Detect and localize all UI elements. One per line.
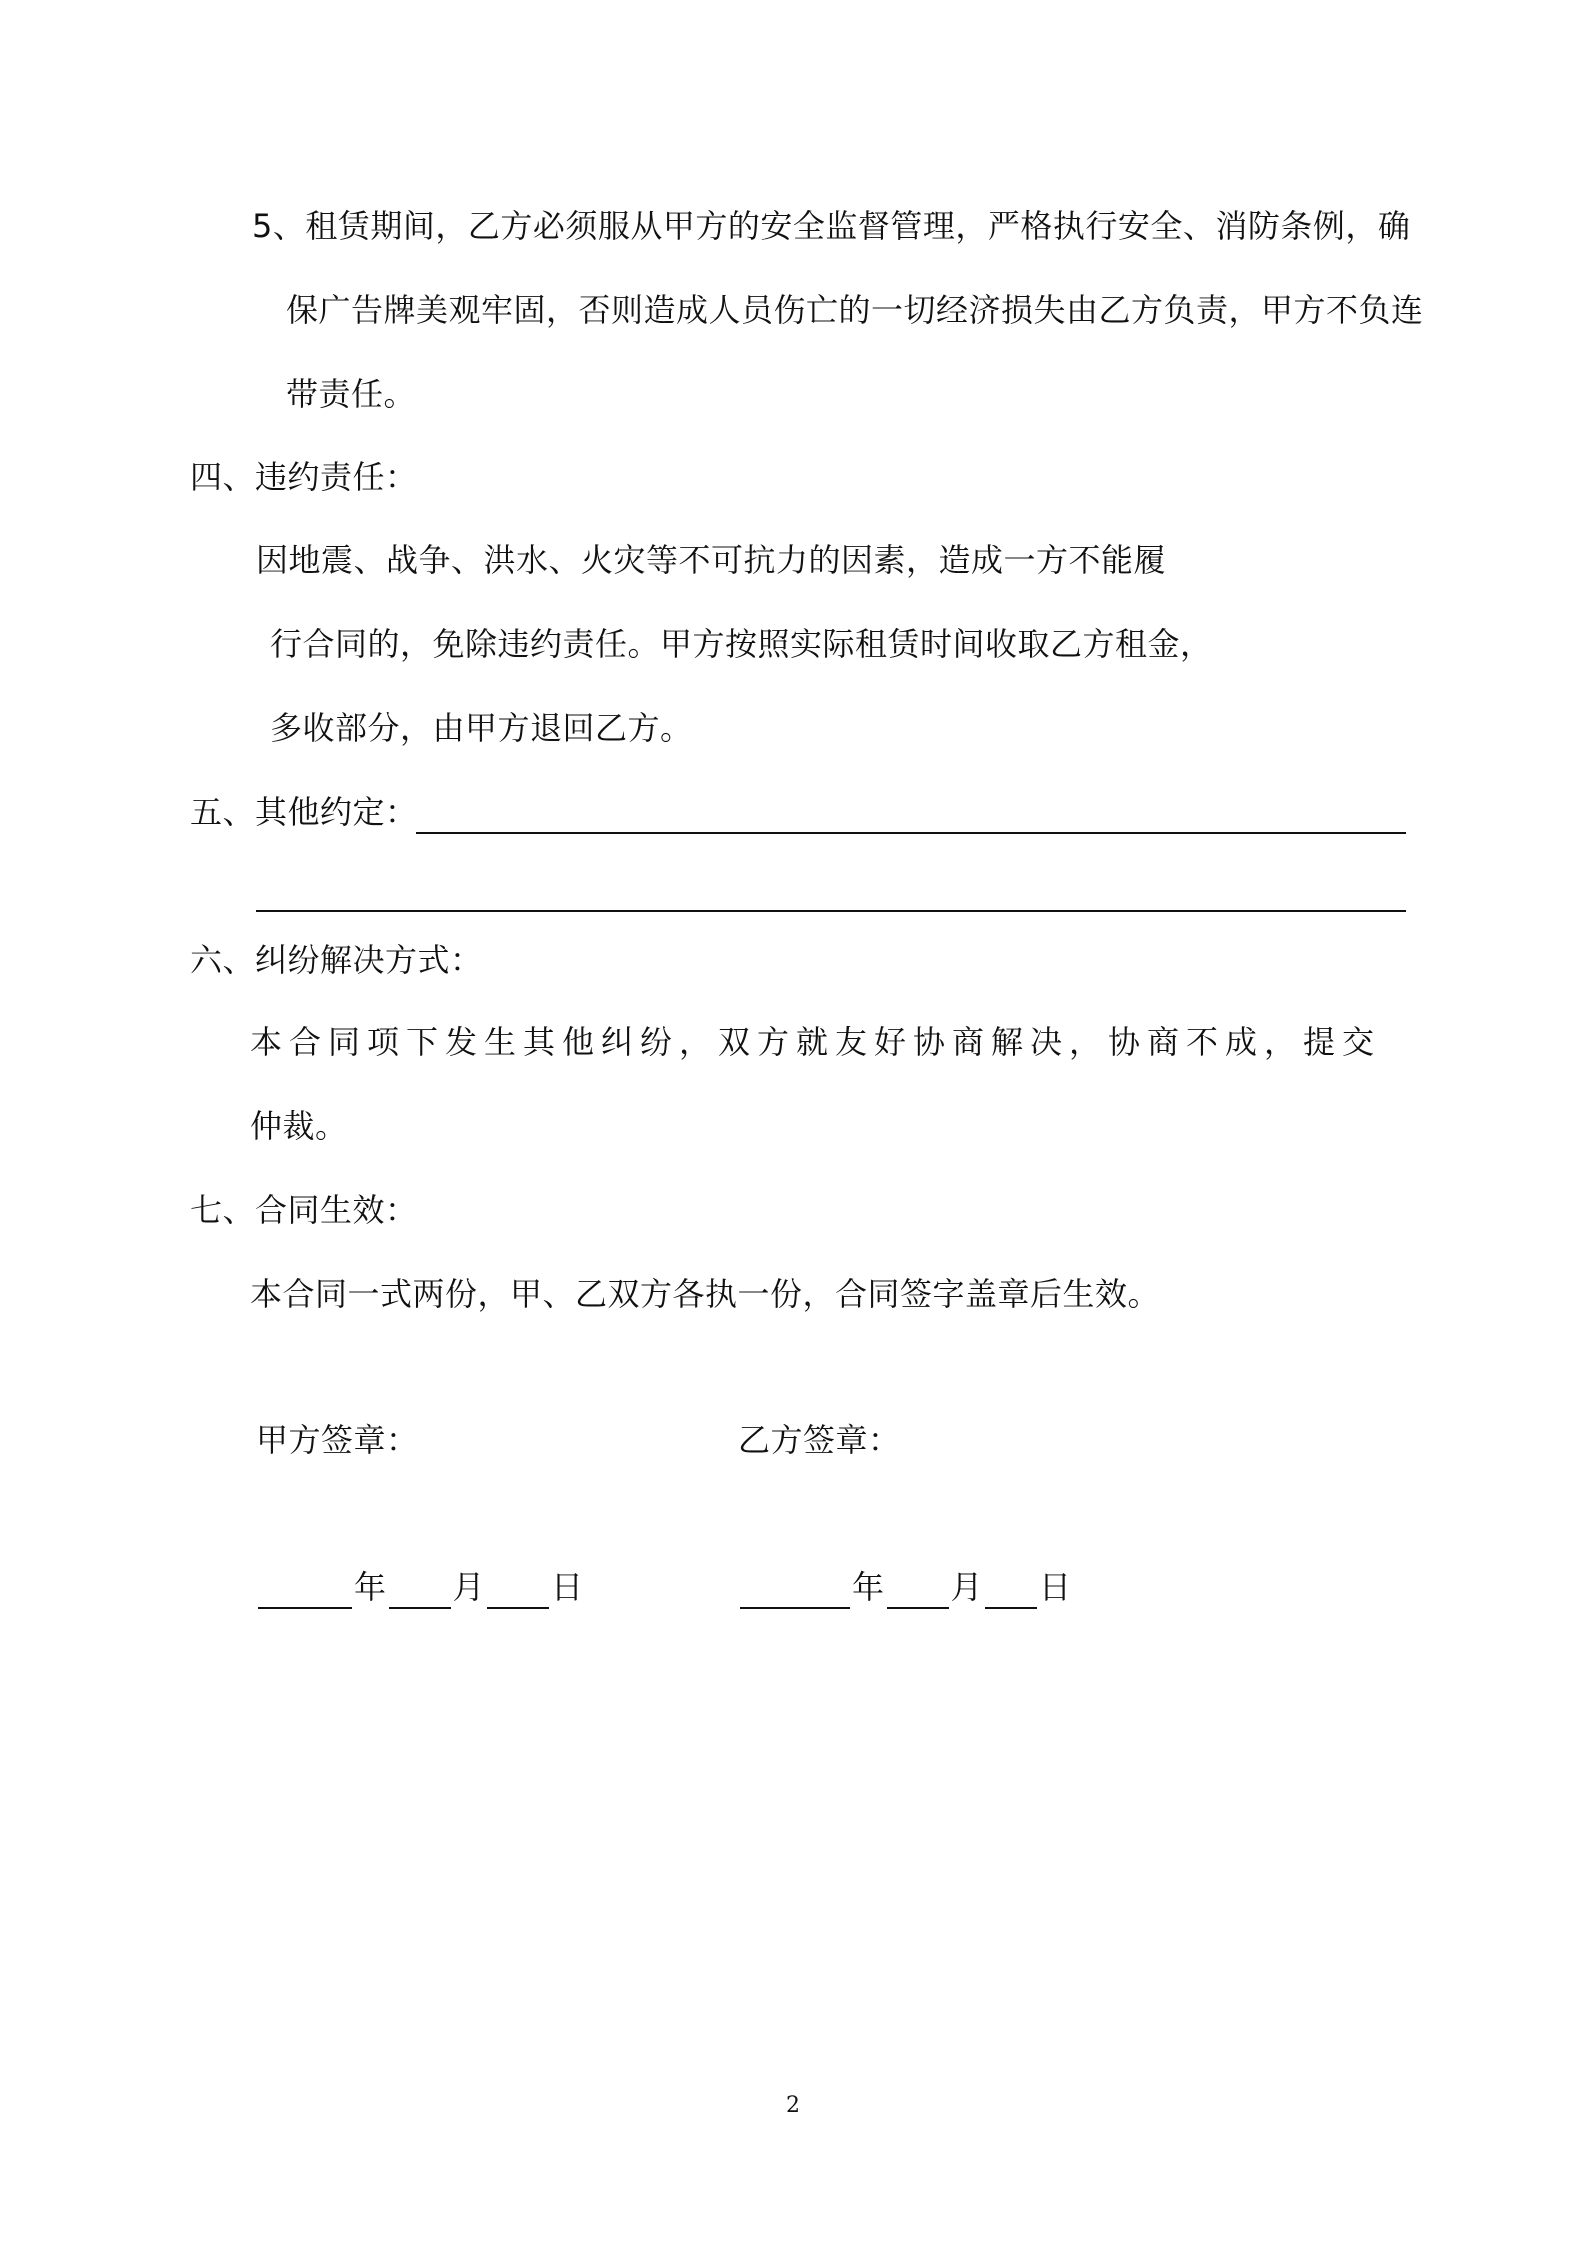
page-number: 2	[786, 2093, 800, 2118]
other-terms-blank-line-1	[416, 832, 1406, 834]
party-a-signature-label: 甲方签章：	[256, 1421, 419, 1459]
party-b-year-blank[interactable]	[740, 1573, 850, 1609]
party-b-month-blank[interactable]	[887, 1573, 949, 1609]
party-b-date	[738, 1565, 1072, 1609]
section4-line3: 多收部分，由甲方退回乙方。	[270, 709, 693, 747]
section4-line2: 行合同的，免除违约责任。甲方按照实际租赁时间收取乙方租金，	[270, 625, 1213, 663]
party-a-day-label: 日	[551, 1568, 584, 1606]
party-a-year-label: 年	[354, 1568, 387, 1606]
section7-heading: 七、合同生效：	[190, 1191, 418, 1229]
section5-heading: 五、其他约定：	[190, 793, 418, 831]
section7-line1: 本合同一式两份，甲、乙双方各执一份，合同签字盖章后生效。	[250, 1275, 1161, 1313]
section4-line1: 因地震、战争、洪水、火灾等不可抗力的因素，造成一方不能履	[256, 541, 1167, 579]
party-b-day-label: 日	[1039, 1568, 1072, 1606]
other-terms-blank-line-2	[256, 910, 1406, 912]
clause5-line2: 保广告牌美观牢固，否则造成人员伤亡的一切经济损失由乙方负责，甲方不负连	[286, 291, 1424, 329]
party-a-year-blank[interactable]	[258, 1573, 352, 1609]
party-b-month-label: 月	[950, 1568, 984, 1606]
party-b-year-label: 年	[852, 1568, 885, 1606]
section6-line1: 本合同项下发生其他纠纷，双方就友好协商解决，协商不成，提交	[250, 1023, 1382, 1061]
section4-heading: 四、违约责任：	[190, 458, 418, 496]
party-a-day-blank[interactable]	[487, 1573, 549, 1609]
party-b-signature-label: 乙方签章：	[738, 1421, 901, 1459]
party-b-day-blank[interactable]	[985, 1573, 1037, 1609]
party-a-month-blank[interactable]	[389, 1573, 451, 1609]
clause5-line1: 5、租赁期间，乙方必须服从甲方的安全监督管理，严格执行安全、消防条例，确	[252, 207, 1411, 245]
party-a-month-label: 月	[452, 1568, 486, 1606]
section6-line2: 仲裁。	[250, 1107, 348, 1145]
party-a-date	[256, 1565, 584, 1609]
section6-heading: 六、纠纷解决方式：	[190, 941, 483, 979]
clause5-line3: 带责任。	[286, 375, 417, 413]
